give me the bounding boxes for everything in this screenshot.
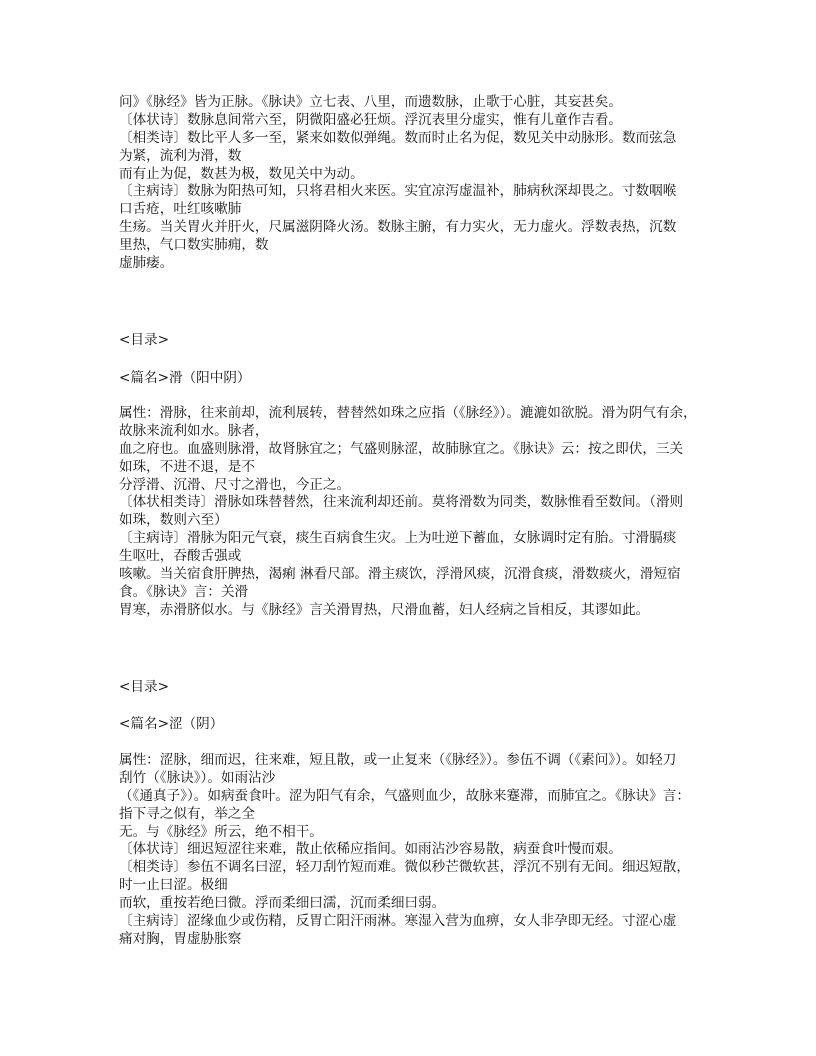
text-line: 〔相类诗〕数比平人多一至，紧来如数似弹绳。数而时止名为促，数见关中动脉形。数而弦急 [119,129,677,146]
text-line: 〔体状诗〕细迟短涩往来难，散止依稀应指间。如雨沾沙容易散，病蚕食叶慢而艰。 [119,841,622,858]
text-line: 生疡。当关胃火并肝火，尺属滋阴降火汤。数脉主腑，有力实火，无力虚火。浮数表热，沉数 [119,219,677,236]
text-line: 〔主病诗〕数脉为阳热可知，只将君相火来医。实宜凉泻虚温补，肺病秋深却畏之。寸数咽喉 [119,183,677,200]
text-line: 〔主病诗〕滑脉为阳元气衰，痰生百病食生灾。上为吐逆下蓄血，女脉调时定有胎。寸滑膈痰 [119,530,677,547]
chapter-title-se: <篇名>涩（阴） [119,716,224,732]
text-line: 生呕吐，吞酸舌强或 [119,548,242,565]
text-line: 问》《脉经》皆为正脉。《脉诀》立七表、八里，而遗数脉，止歌于心脏，其妄甚矣。 [119,94,622,110]
toc-link[interactable]: <目录> [119,332,169,348]
text-line: 无。与《脉经》所云，绝不相干。 [119,823,323,840]
text-line: 刮竹（《脉诀》）。如雨沾沙 [119,769,276,786]
text-line: 而软，重按若绝曰微。浮而柔细曰濡，沉而柔细曰弱。 [119,895,446,912]
text-line: 里热，气口数实肺痈，数 [119,237,269,254]
text-line: 为紧，流利为滑，数 [119,147,242,164]
text-line: 属性：滑脉，往来前却，流利展转，替替然如珠之应指（《脉经》）。漉漉如欲脱。滑为阴气有余， [119,405,697,421]
text-line: 而有止为促，数甚为极，数见关中为动。 [119,165,364,182]
toc-link[interactable]: <目录> [119,679,169,695]
text-line: 指下寻之似有，举之全 [119,805,255,822]
text-line: 如珠，数则六至） [119,512,228,529]
text-line: 〔主病诗〕涩缘血少或伤精，反胃亡阳汗雨淋。寒湿入营为血痹，女人非孕即无经。寸涩心虚 [119,913,677,930]
text-line: 食。《脉诀》言：关滑 [119,583,249,600]
text-line: 虚肺痿。 [119,255,174,272]
chapter-title-hua: <篇名>滑（阳中阴） [119,370,251,386]
text-line: 分浮滑、沉滑、尺寸之滑也，今正之。 [119,476,351,493]
section-se-text [119,752,719,949]
section-hua-text [119,405,719,620]
text-line: 血之府也。血盛则脉滑，故肾脉宜之；气盛则脉涩，故肺脉宜之。《脉诀》云：按之即伏，三关 [119,440,684,457]
section-shu-text [119,94,719,273]
text-line: 属性：涩脉，细而迟，往来难，短且散，或一止复来（《脉经》）。参伍不调（《素问》）。如轻刀 [119,752,677,768]
text-line: 痛对胸，胃虚胁胀察 [119,930,242,947]
text-line: 故脉来流利如水。脉者， [119,422,269,439]
text-line: 时一止曰涩。极细 [119,877,228,894]
text-line: （《通真子》）。如病蚕食叶。涩为阳气有余，气盛则血少，故脉来蹇滞，而肺宜之。《脉诀》言： [119,787,690,804]
text-line: 口舌疮，吐红咳嗽肺 [119,201,242,218]
text-line: 胃寒，赤滑脐似水。与《脉经》言关滑胃热，尺滑血蓄，妇人经病之旨相反，其谬如此。 [119,601,650,618]
text-line: 〔体状诗〕数脉息间常六至，阴微阳盛必狂烦。浮沉表里分虚实，惟有儿童作吉看。 [119,111,622,128]
text-line: 如珠，不进不退，是不 [119,458,255,475]
text-line: 咳嗽。当关宿食肝脾热，渴痢 淋看尺部。滑主痰饮，浮滑风痰，沉滑食痰，滑数痰火，滑短宿 [119,566,681,583]
text-line: 〔体状相类诗〕滑脉如珠替替然，往来流利却还前。莫将滑数为同类，数脉惟看至数间。（滑则 [119,494,684,511]
text-line: 〔相类诗〕参伍不调名曰涩，轻刀刮竹短而难。微似秒芒微软甚，浮沉不别有无间。细迟短散， [119,859,690,876]
